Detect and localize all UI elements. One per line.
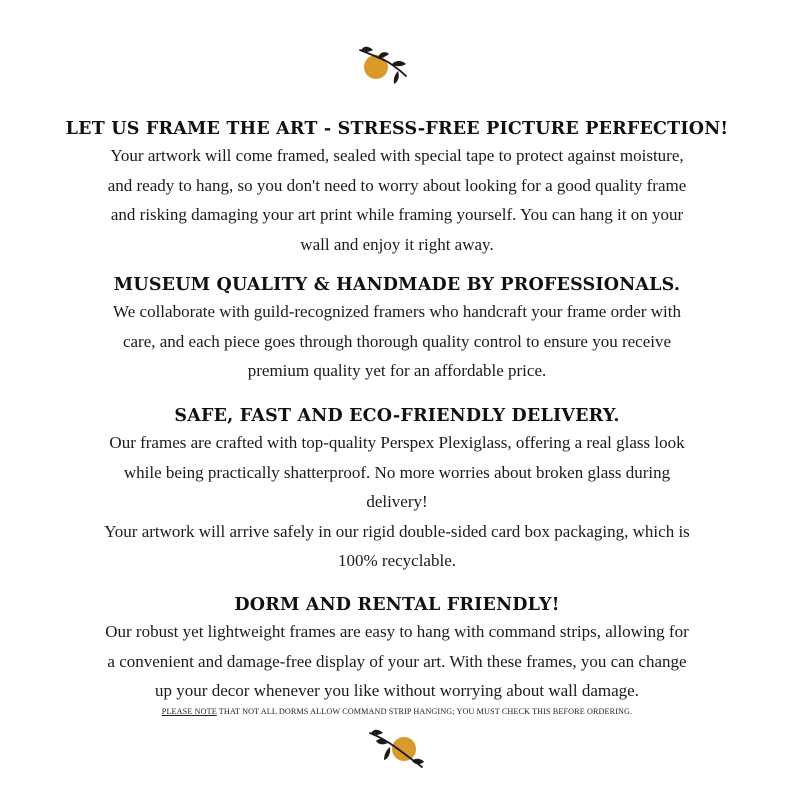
section-line: care, and each piece goes through thorough quality control to ensure you receive: [122, 331, 672, 351]
section-heading: DORM AND RENTAL FRIENDLY!: [234, 595, 560, 615]
section-line: and ready to hang, so you don't need to worry about looking for a good quality frame: [107, 175, 687, 195]
section-line: a convenient and damage-free display of your art. With these frames, you can change: [107, 651, 687, 671]
please-note-label: PLEASE NOTE: [161, 706, 217, 716]
section-line: delivery!: [366, 492, 428, 511]
please-note: [40, 706, 754, 718]
section-heading: MUSEUM QUALITY & HANDMADE BY PROFESSIONALS.: [113, 275, 681, 295]
section-line: Our frames are crafted with top-quality Perspex Plexiglass, offering a real glass look: [109, 433, 685, 452]
section-line: while being practically shatterproof. No more worries about broken glass during: [123, 462, 671, 482]
section-line: and risking damaging your art print while framing yourself. You can hang it on your: [110, 205, 684, 224]
section-line: Your artwork will come framed, sealed with special tape to protect against moisture,: [110, 146, 684, 165]
section-line: up your decor whenever you like without worrying about wall damage.: [155, 681, 639, 700]
section-delivery: [40, 404, 754, 576]
section-heading: LET US FRAME THE ART - STRESS-FREE PICTURE PERFECTION!: [65, 119, 729, 139]
section-line: wall and enjoy it right away.: [300, 234, 494, 254]
section-museum-quality: [40, 273, 754, 386]
section-line: 100% recyclable.: [338, 551, 456, 570]
section-framing: [40, 117, 754, 259]
section-line: We collaborate with guild-recognized framers who handcraft your frame order with: [113, 302, 681, 321]
section-line: Our robust yet lightweight frames are easy to hang with command strips, allowing for: [105, 622, 689, 641]
section-line: Your artwork will arrive safely in our rigid double-sided card box packaging, which is: [104, 521, 690, 541]
section-heading: SAFE, FAST AND ECO-FRIENDLY DELIVERY.: [174, 406, 620, 426]
please-note-text: THAT NOT ALL DORMS ALLOW COMMAND STRIP HANGING; YOU MUST CHECK THIS BEFORE ORDERING.: [216, 706, 633, 716]
orange-branch-icon: [366, 727, 426, 771]
section-line: premium quality yet for an affordable price.: [247, 361, 547, 380]
orange-branch-icon: [354, 42, 414, 86]
section-dorm-friendly: [40, 593, 754, 718]
